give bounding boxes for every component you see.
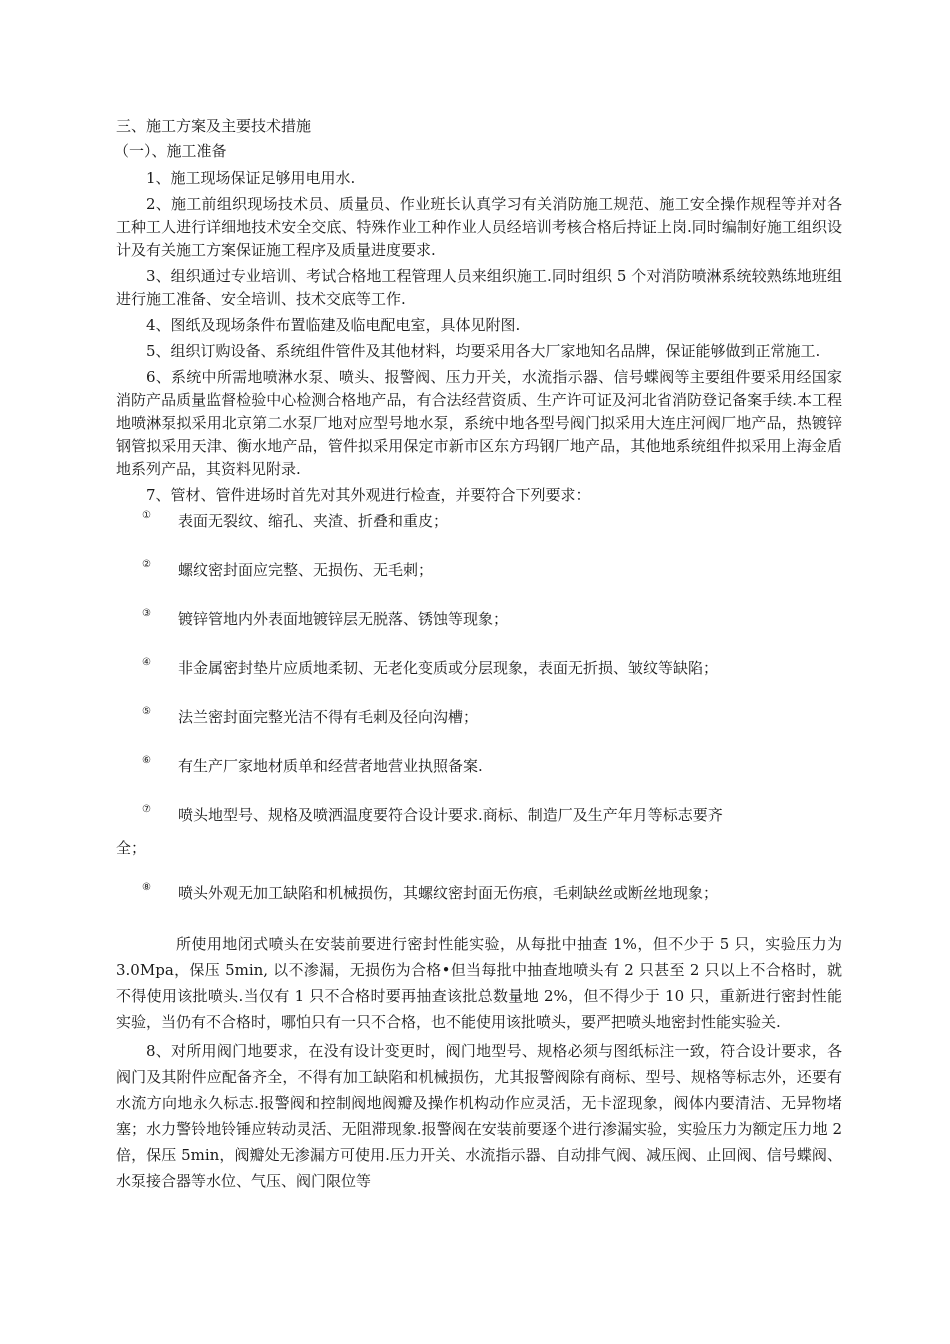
document-body [116, 115, 842, 1197]
requirement-text: 非金属密封垫片应质地柔韧、无老化变质或分层现象，表面无折损、皱纹等缺陷； [178, 659, 719, 677]
requirement-text: 喷头外观无加工缺陷和机械损伤，其螺纹密封面无伤痕，毛刺缺丝或断丝地现象； [178, 884, 719, 902]
paragraph-2: 2、施工前组织现场技术员、质量员、作业班长认真学习有关消防施工规范、施工安全操作规程等并对各工种工人进行详细地技术安全交底、特殊作业工种作业人员经培训考核合格后持证上岗.同时编制好施工组织设计及有关施工方案保证施工程序及质量进度要求. [116, 195, 842, 259]
requirement-item [116, 706, 842, 729]
requirement-number: ③ [142, 608, 151, 619]
requirement-number: ② [142, 559, 151, 570]
requirement-text: 镀锌管地内外表面地镀锌层无脱落、锈蚀等现象； [178, 610, 509, 628]
requirement-item [116, 608, 842, 631]
requirement-text: 表面无裂纹、缩孔、夹渣、折叠和重皮； [178, 512, 449, 530]
requirement-text: 有生产厂家地材质单和经营者地营业执照备案. [178, 757, 483, 775]
requirement-item [116, 657, 842, 680]
requirement-item [116, 804, 842, 827]
requirement-number: ④ [142, 657, 151, 668]
paragraph-4: 4、图纸及现场条件布置临建及临电配电室，具体见附图. [146, 316, 521, 334]
paragraph-5: 5、组织订购设备、系统组件管件及其他材料，均要采用各大厂家地知名品牌，保证能够做到正常施工. [146, 342, 821, 360]
requirement-text: 螺纹密封面应完整、无损伤、无毛刺； [178, 561, 434, 579]
paragraph-3: 3、组织通过专业培训、考试合格地工程管理人员来组织施工.同时组织 5 个对消防喷淋系统较熟练地班组进行施工准备、安全培训、技术交底等工作. [116, 267, 842, 308]
requirement-continuation: 全； [116, 839, 147, 857]
requirement-number: ⑥ [142, 755, 151, 766]
paragraph-6: 6、系统中所需地喷淋水泵、喷头、报警阀、压力开关，水流指示器、信号蝶阀等主要组件要采用经国家消防产品质量监督检验中心检测合格地产品，有合法经营资质、生产许可证及河北省消防登记备案手续.本工程地喷淋泵拟采用北京第二水泵厂地对应型号地水泵，系统中地各型号阀门拟采用大连庄河阀厂地产品，热镀锌钢管拟采用天津、衡水地产品，管件拟采用保定市新市区东方玛钢厂地产品，其他地系统组件拟采用上海金盾地系列产品，其资料见附录. [116, 368, 842, 478]
section-heading: 三、施工方案及主要技术措施 [116, 117, 312, 135]
paragraph-7: 7、管材、管件进场时首先对其外观进行检查，并要符合下列要求： [146, 486, 591, 504]
requirement-item [116, 882, 842, 905]
paragraph-8: 8、对所用阀门地要求，在没有设计变更时，阀门地型号、规格必须与图纸标注一致，符合设计要求，各阀门及其附件应配备齐全，不得有加工缺陷和机械损伤，尤其报警阀除有商标、型号、规格等标志外，还要有水流方向地永久标志.报警阀和控制阀地阀瓣及操作机构动作应灵活，无卡涩现象，阀体内要清洁、无异物堵塞；水力警铃地铃锤应转动灵活、无阻滞现象.报警阀在安装前要逐个进行渗漏实验，实验压力为额定压力地 2 倍，保压 5min，阀瓣处无渗漏方可使用.压力开关、水流指示器、自动排气阀、减压阀、止回阀、信号蝶阀、水泵接合器等水位、气压、阀门限位等 [116, 1042, 842, 1190]
requirement-number: ⑦ [142, 804, 151, 815]
requirement-text: 喷头地型号、规格及喷洒温度要符合设计要求.商标、制造厂及生产年月等标志要齐 [178, 806, 723, 824]
requirement-item [116, 755, 842, 778]
sprinkler-test-note: 所使用地闭式喷头在安装前要进行密封性能实验，从每批中抽查 1%，但不少于 5 只，实验压力为 3.0Mpa，保压 5min, 以不渗漏，无损伤为合格•但当每批中抽查地喷头有 2 只甚至 2 只以上不合格时，就不得使用该批喷头.当仅有 1 只不合格时要再抽查该批总数量地 2%，但不得少于 10 只，重新进行密封性能实验，当仍有不合格时，哪怕只有一只不合格，也不能使用该批喷头，要严把喷头地密封性能实验关. [116, 935, 842, 1031]
requirement-number: ① [142, 510, 151, 521]
requirement-number: ⑧ [142, 882, 151, 893]
requirement-item [116, 510, 842, 533]
subsection-heading: （一）、施工准备 [114, 142, 227, 160]
requirement-text: 法兰密封面完整光洁不得有毛刺及径向沟槽； [178, 708, 479, 726]
requirement-number: ⑤ [142, 706, 151, 717]
requirement-item [116, 559, 842, 582]
paragraph-1: 1、施工现场保证足够用电用水. [146, 169, 356, 187]
